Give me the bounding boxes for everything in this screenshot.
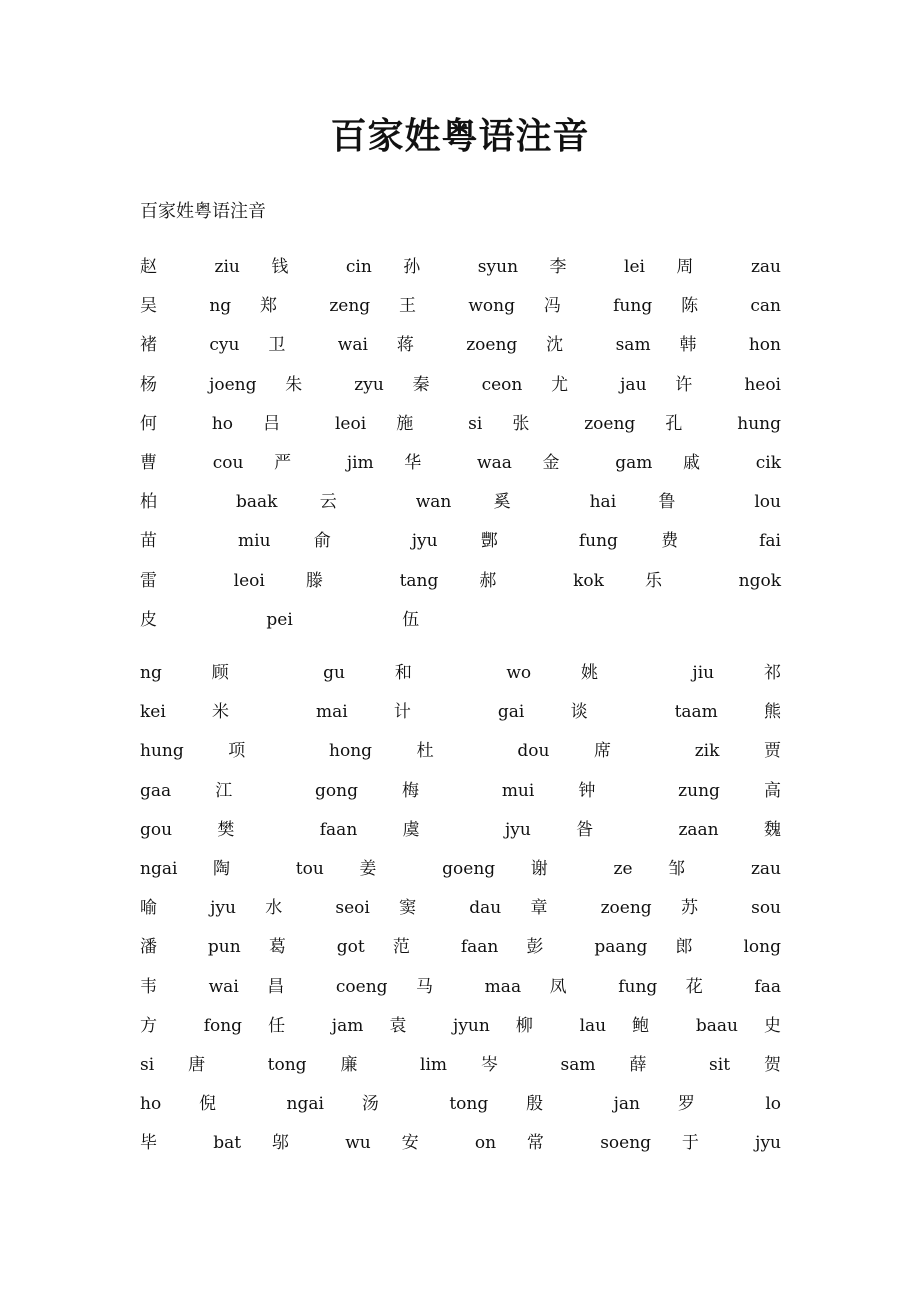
surname-line: 喻 jyu 水 seoi 窦 dau 章 zoeng 苏 sou [140, 898, 781, 919]
surname-line-last-text: 皮 pei 伍 [140, 609, 420, 630]
surname-block-2 [140, 660, 781, 1169]
surname-line: kei 米 mai 计 gai 谈 taam 熊 [140, 702, 781, 723]
surname-line: 柏 baak 云 wan 奚 hai 鲁 lou [140, 492, 781, 513]
surname-line: 苗 miu 俞 jyu 酆 fung 费 fai [140, 531, 781, 552]
surname-line: hung 项 hong 杜 dou 席 zik 贾 [140, 741, 781, 762]
surname-line: 毕 bat 邬 wu 安 on 常 soeng 于 jyu [140, 1133, 781, 1154]
surname-line: 方 fong 任 jam 袁 jyun 柳 lau 鲍 baau 史 [140, 1015, 781, 1036]
surname-line: ngai 陶 tou 姜 goeng 谢 ze 邹 zau [140, 858, 781, 879]
surname-line: 韦 wai 昌 coeng 马 maa 凤 fung 花 faa [140, 976, 781, 997]
surname-line: ho 倪 ngai 汤 tong 殷 jan 罗 lo [140, 1094, 781, 1115]
surname-line: 曹 cou 严 jim 华 waa 金 gam 戚 cik [140, 452, 781, 473]
surname-line: 雷 leoi 滕 tang 郝 kok 乐 ngok [140, 570, 781, 591]
surname-line: si 唐 tong 廉 lim 岑 sam 薛 sit 贺 [140, 1054, 781, 1075]
surname-line-last [140, 607, 781, 646]
surname-line: 潘 pun 葛 got 范 faan 彭 paang 郎 long [140, 937, 781, 958]
surname-line: ng 顾 gu 和 wo 姚 jiu 祁 [140, 663, 781, 683]
surname-line: 褚 cyu 卫 wai 蒋 zoeng 沈 sam 韩 hon [140, 335, 781, 356]
page-title: 百家姓粤语注音 [330, 115, 590, 157]
surname-line: 吴 ng 郑 zeng 王 wong 冯 fung 陈 can [140, 296, 781, 317]
surname-line: gou 樊 faan 虞 jyu 昝 zaan 魏 [140, 819, 781, 840]
surname-line: 何 ho 吕 leoi 施 si 张 zoeng 孔 hung [140, 413, 781, 434]
surname-line: gaa 江 gong 梅 mui 钟 zung 高 [140, 780, 781, 801]
document-subtitle: 百家姓粤语注音 [140, 201, 266, 222]
surname-line: 杨 joeng 朱 zyu 秦 ceon 尤 jau 许 heoi [140, 374, 781, 395]
surname-line: 赵 ziu 钱 cin 孙 syun 李 lei 周 zau [140, 257, 781, 277]
surname-block-1 [140, 254, 781, 646]
